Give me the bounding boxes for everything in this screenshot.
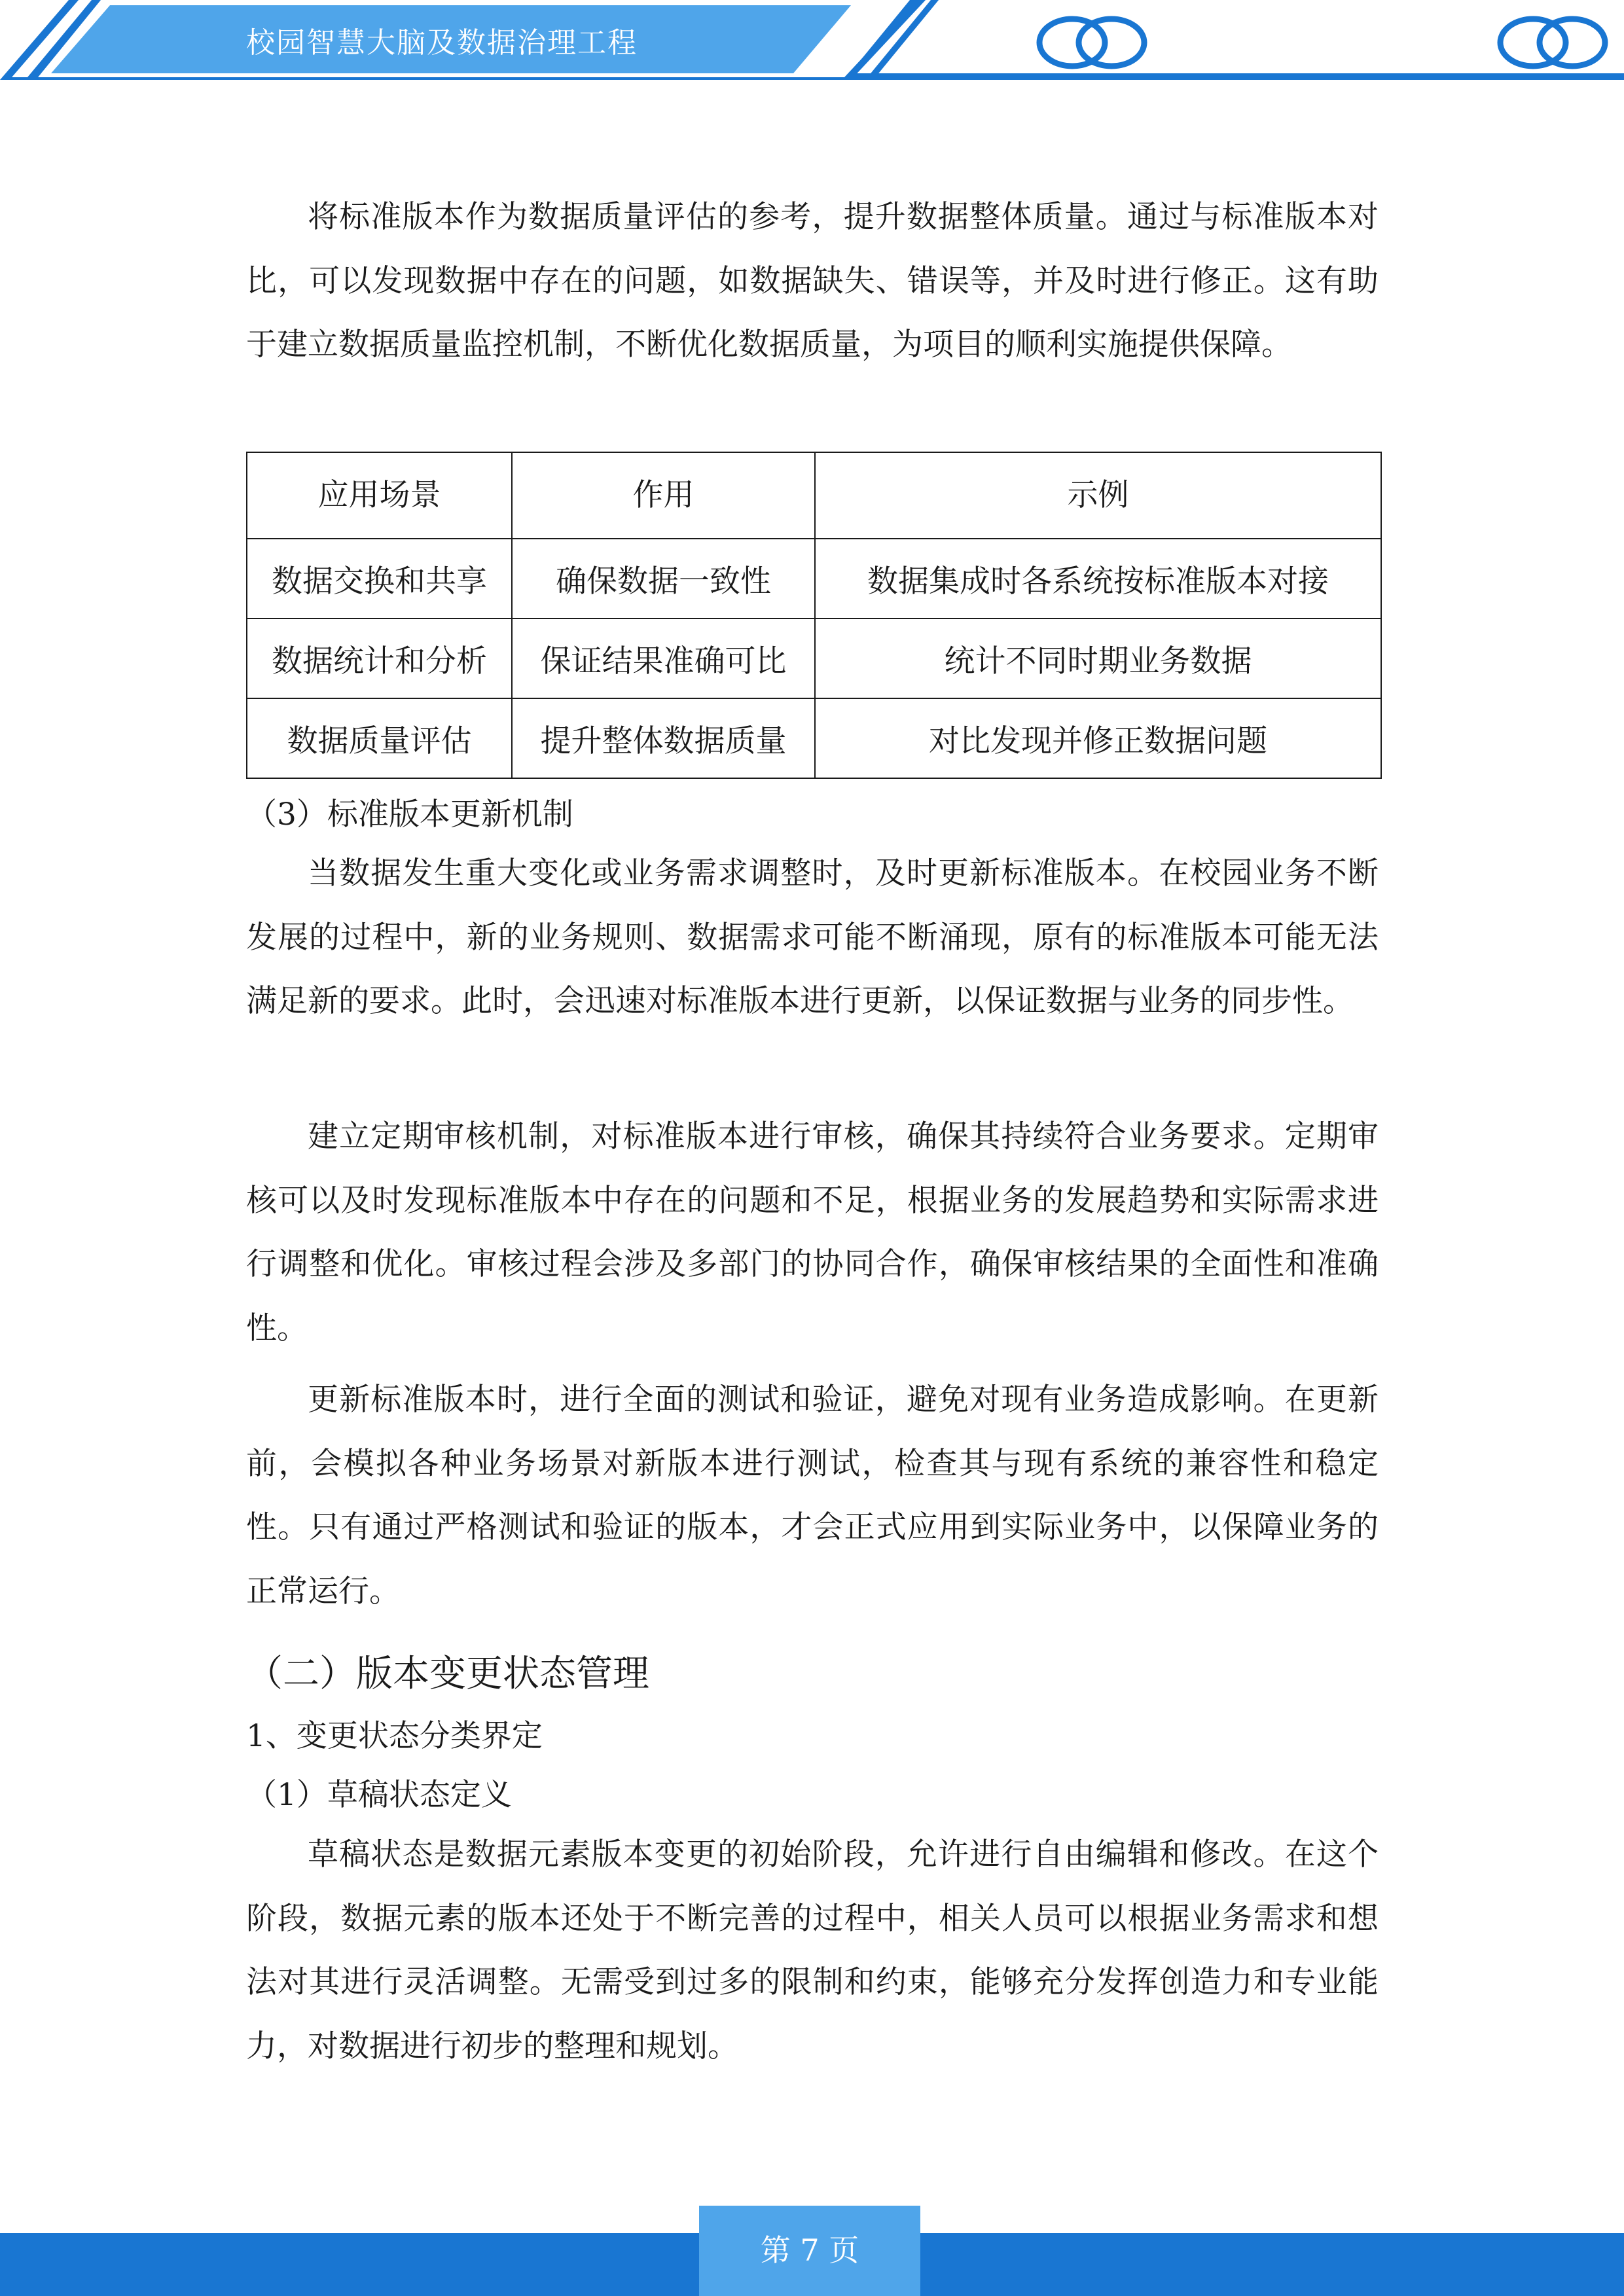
paragraph-testing-validation: 更新标准版本时，进行全面的测试和验证，避免对现有业务造成影响。在更新前，会模拟各种业务场景对新版本进行测试，检查其与现有系统的兼容性和稳定性。只有通过严格测试和验证的版本，才会正式应用到实际业务中，以保障业务的正常运行。: [246, 1382, 1379, 1609]
table-row: [247, 619, 1381, 698]
application-table: [246, 452, 1382, 779]
table-cell: 数据集成时各系统按标准版本对接: [815, 539, 1381, 619]
section-heading-version-status: （二）版本变更状态管理: [246, 1653, 649, 1695]
table-header-row: [247, 452, 1381, 539]
table-header-cell: 应用场景: [247, 452, 512, 539]
header-right-rule: [851, 73, 1624, 80]
table-row: [247, 698, 1381, 778]
sub-heading-status-classification: 1、变更状态分类界定: [246, 1718, 543, 1754]
paragraph-periodic-review: 建立定期审核机制，对标准版本进行审核，确保其持续符合业务要求。定期审核可以及时发现标准版本中存在的问题和不足，根据业务的发展趋势和实际需求进行调整和优化。审核过程会涉及多部门的协同合作，确保审核结果的全面性和准确性。: [246, 1119, 1379, 1346]
rings-logo-icon: [1034, 13, 1152, 72]
header-title: 校园智慧大脑及数据治理工程: [246, 26, 638, 60]
table-cell: 数据交换和共享: [247, 539, 512, 619]
paragraph-update-timing: 当数据发生重大变化或业务需求调整时，及时更新标准版本。在校园业务不断发展的过程中，新的业务规则、数据需求可能不断涌现，原有的标准版本可能无法满足新的要求。此时，会迅速对标准版本进行更新，以保证数据与业务的同步性。: [246, 855, 1379, 1019]
rings-logo-icon: [1495, 13, 1613, 72]
table-cell: 数据质量评估: [247, 698, 512, 778]
page-number: 第 7 页: [760, 2233, 859, 2268]
table-cell: 对比发现并修正数据问题: [815, 698, 1381, 778]
paragraph-draft-definition: 草稿状态是数据元素版本变更的初始阶段，允许进行自由编辑和修改。在这个阶段，数据元素的版本还处于不断完善的过程中，相关人员可以根据业务需求和想法对其进行灵活调整。无需受到过多的限制和约束，能够充分发挥创造力和专业能力，对数据进行初步的整理和规划。: [246, 1837, 1379, 2064]
header-decoration: [0, 0, 1624, 85]
table-cell: 提升整体数据质量: [512, 698, 815, 778]
table-row: [247, 539, 1381, 619]
page-header: [0, 0, 1624, 85]
sub-heading-draft-status: （1）草稿状态定义: [246, 1777, 512, 1813]
table-cell: 确保数据一致性: [512, 539, 815, 619]
sub-heading-update-mechanism: （3）标准版本更新机制: [246, 797, 573, 833]
table-header-cell: 示例: [815, 452, 1381, 539]
table-cell: 数据统计和分析: [247, 619, 512, 698]
paragraph-quality-reference: 将标准版本作为数据质量评估的参考，提升数据整体质量。通过与标准版本对比，可以发现数据中存在的问题，如数据缺失、错误等，并及时进行修正。这有助于建立数据质量监控机制，不断优化数据质量，为项目的顺利实施提供保障。: [246, 199, 1379, 363]
table-cell: 保证结果准确可比: [512, 619, 815, 698]
table-cell: 统计不同时期业务数据: [815, 619, 1381, 698]
table-header-cell: 作用: [512, 452, 815, 539]
